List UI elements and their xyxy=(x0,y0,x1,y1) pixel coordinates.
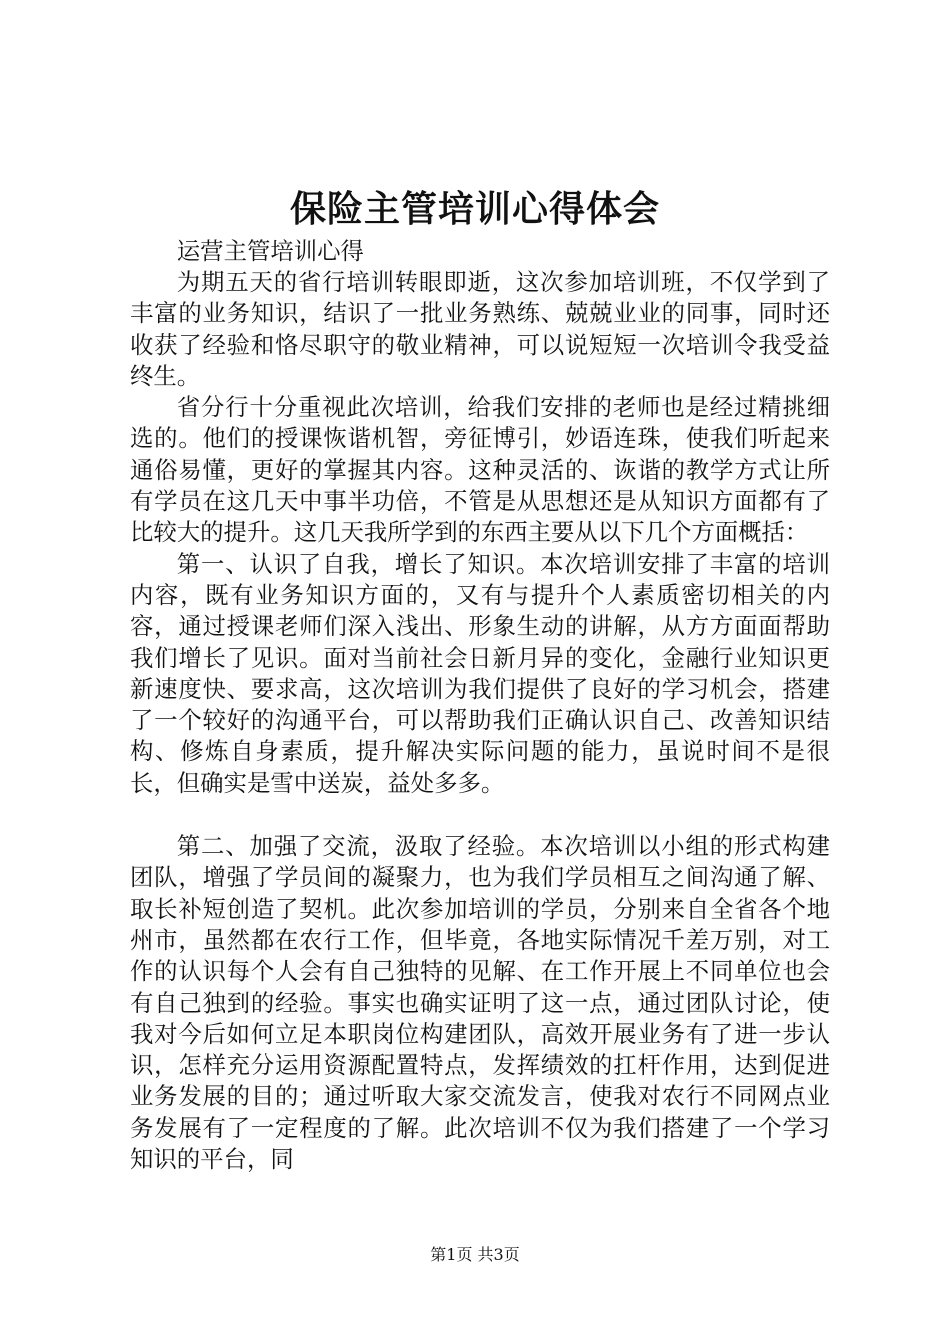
page-number-footer: 第1页 共3页 xyxy=(430,1245,520,1264)
paragraph-training-overview: 省分行十分重视此次培训，给我们安排的老师也是经过精挑细选的。他们的授课恢谐机智，旁征博引，妙语连珠，使我们听起来通俗易懂，更好的掌握其内容。这种灵活的、诙谐的教学方式让所有学员在这几天中事半功倍，不管是从思想还是从知识方面都有了比较大的提升。这几天我所学到的东西主要从以下几个方面概括： xyxy=(130,393,830,547)
document-body xyxy=(130,236,830,1175)
document-title: 保险主管培训心得体会 xyxy=(289,188,660,230)
paragraph-spacer xyxy=(130,799,830,831)
paragraph-point-two: 第二、加强了交流，汲取了经验。本次培训以小组的形式构建团队，增强了学员间的凝聚力，也为我们学员相互之间沟通了解、取长补短创造了契机。此次参加培训的学员，分别来自全省各个地州市，虽然都在农行工作，但毕竟，各地实际情况千差万别，对工作的认识每个人会有自己独特的见解、在工作开展上不同单位也会有自己独到的经验。事实也确实证明了这一点，通过团队讨论，使我对今后如何立足本职岗位构建团队，高效开展业务有了进一步认识，怎样充分运用资源配置特点，发挥绩效的扛杆作用，达到促进业务发展的目的；通过听取大家交流发言，使我对农行不同网点业务发展有了一定程度的了解。此次培训不仅为我们搭建了一个学习知识的平台，同 xyxy=(130,832,830,1174)
document-subtitle: 运营主管培训心得 xyxy=(176,237,364,265)
paragraph-intro: 为期五天的省行培训转眼即逝，这次参加培训班，不仅学到了丰富的业务知识，结识了一批业务熟练、兢兢业业的同事，同时还收获了经验和恪尽职守的敬业精神，可以说短短一次培训令我受益终生。 xyxy=(130,268,830,390)
paragraph-point-one: 第一、认识了自我，增长了知识。本次培训安排了丰富的培训内容，既有业务知识方面的，又有与提升个人素质密切相关的内容，通过授课老师们深入浅出、形象生动的讲解，从方方面面帮助我们增长了见识。面对当前社会日新月异的变化，金融行业知识更新速度快、要求高，这次培训为我们提供了良好的学习机会，搭建了一个较好的沟通平台，可以帮助我们正确认识自己、改善知识结构、修炼自身素质，提升解决实际问题的能力，虽说时间不是很长，但确实是雪中送炭，益处多多。 xyxy=(130,549,830,797)
